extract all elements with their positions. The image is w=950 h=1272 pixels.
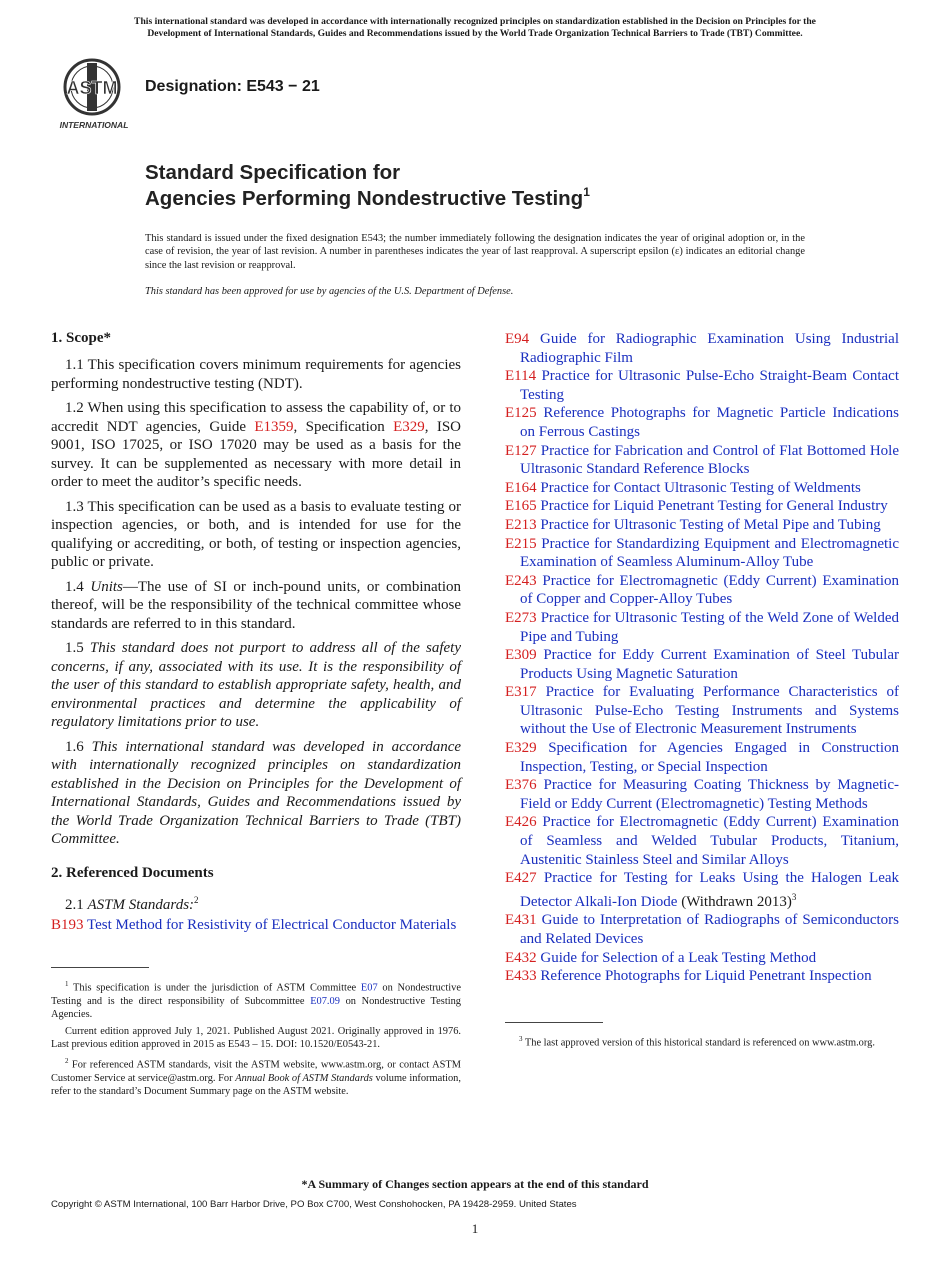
reference-code-link[interactable]: E309	[505, 647, 537, 664]
left-reference-list	[51, 916, 461, 935]
footnote-3-text: The last approved version of this historical standard is referenced on www.astm.org.	[524, 1037, 875, 1049]
reference-item	[51, 916, 461, 935]
reference-title-link[interactable]: Practice for Contact Ultrasonic Testing of Weldments	[540, 479, 861, 496]
copyright: Copyright © ASTM International, 100 Barr Harbor Drive, PO Box C700, West Conshohocken, PA 19428-2959. United States	[51, 1199, 577, 1210]
reference-item	[505, 911, 899, 948]
footnote-1-mark: 1	[65, 979, 69, 988]
reference-title-link[interactable]: Practice for Electromagnetic (Eddy Current) Examination of Seamless and Welded Tubular Products, Titanium, Austenitic Stainless Steel and Similar Alloys	[520, 814, 899, 868]
reference-code-link[interactable]: E432	[505, 949, 537, 966]
footnote-1-text-b: on Nondestructive Testing and is the direct responsibility of Subcommittee	[51, 982, 461, 1007]
reference-title-link[interactable]: Guide to Interpretation of Radiographs of Semiconductors and Related Devices	[520, 912, 900, 947]
footnote-1-text-a: This specification is under the jurisdiction of ASTM Committee	[73, 982, 361, 994]
summary-of-changes-note: *A Summary of Changes section appears at the end of this standard	[301, 1177, 649, 1191]
reference-item	[505, 967, 899, 986]
reference-title-link[interactable]: Practice for Measuring Coating Thickness by Magnetic-Field or Eddy Current (Electromagnetic) Testing Methods	[520, 777, 899, 812]
title-line-2	[145, 186, 590, 212]
reference-title-link[interactable]: Test Method for Resistivity of Electrical Conductor Materials	[87, 917, 457, 933]
reference-code-link[interactable]: E273	[505, 609, 537, 626]
reference-title-link[interactable]: Reference Photographs for Magnetic Particle Indications on Ferrous Castings	[520, 405, 899, 440]
reference-code-link[interactable]: E164	[505, 479, 537, 496]
reference-item	[505, 869, 899, 911]
reference-code-link[interactable]: E426	[505, 814, 537, 831]
footnote-rule-left	[51, 967, 149, 968]
astm-logo	[54, 57, 134, 133]
para-1-1: 1.1 This specification covers minimum requirements for agencies performing nondestructive testing (NDT).	[51, 357, 461, 392]
reference-item	[505, 330, 899, 367]
tbt-notice	[50, 16, 900, 40]
footnote-3	[505, 1033, 899, 1050]
reference-title-link[interactable]: Practice for Electromagnetic (Eddy Current) Examination of Copper and Copper-Alloy Tubes	[520, 572, 899, 608]
para-2-1	[51, 891, 461, 915]
link-e329[interactable]: E329	[393, 418, 425, 435]
footnote-3-mark: 3	[519, 1034, 523, 1043]
reference-item	[505, 683, 899, 739]
reference-code-link[interactable]: E433	[505, 968, 537, 985]
logo-text-top: ASTM	[66, 78, 118, 98]
link-e07-09[interactable]: E07.09	[310, 995, 340, 1007]
footnote-1-edition: Current edition approved July 1, 2021. Published August 2021. Originally approved in 1976. Last previous edition approved in 2015 as E543 – 15. DOI: 10.1520/E0543-21.	[51, 1025, 461, 1051]
reference-code-link[interactable]: E329	[505, 740, 537, 757]
page-number: 1	[471, 1221, 479, 1236]
tbt-notice-line-2: Development of International Standards, Guides and Recommendations issued by the World Trade Organization Technical Barriers to Trade (TBT) Committee.	[147, 28, 803, 39]
para-1-6	[51, 738, 461, 849]
reference-code-link[interactable]: E94	[505, 331, 530, 347]
para-1-4	[51, 578, 461, 634]
reference-code-link[interactable]: E317	[505, 684, 537, 701]
reference-title-link[interactable]: Specification for Agencies Engaged in Construction Inspection, Testing, or Special Inspection	[520, 740, 899, 775]
para-1-3: 1.3 This specification can be used as a basis to evaluate testing or inspection agencies, or both, and is intended for use for the qualifying or accrediting, or both, of testing or inspection agencies, public or private.	[51, 498, 461, 570]
para-1-5	[51, 639, 461, 732]
reference-suffix: (Withdrawn 2013)	[677, 893, 792, 910]
issued-statement: This standard is issued under the fixed designation E543; the number immediately following the designation indicates the year of original adoption or, in the case of revision, the year of last revision. A number in parentheses indicates the year of last reapproval. A superscript epsilon (ε) indicates an editorial change since the last revision or reapproval.	[145, 233, 805, 271]
reference-item	[505, 813, 899, 869]
footnote-2-text-b: volume information, refer to the standard’s Document Summary page on the ASTM website.	[51, 1072, 461, 1098]
tbt-notice-line-1: This international standard was developed in accordance with internationally recognized principles on standardization established in the Decision on Principles for the	[134, 16, 816, 27]
para-2-1-italic: ASTM Standards:	[87, 896, 195, 913]
reference-title-link[interactable]: Guide for Selection of a Leak Testing Method	[540, 949, 817, 966]
reference-code-link[interactable]: E165	[505, 498, 537, 515]
reference-code-link[interactable]: B193	[51, 917, 84, 933]
para-2-1-sup: 2	[194, 894, 199, 905]
para-1-5-italic: This standard does not purport to address all of the safety concerns, if any, associated with its use. It is the responsibility of the user of this standard to establish appropriate safety, health, and environmental practices and determine the applicability of regulatory limitations prior to use.	[51, 640, 462, 730]
reference-item	[505, 609, 899, 646]
footnote-rule-right	[505, 1022, 603, 1023]
reference-footnote-mark: 3	[791, 891, 797, 902]
para-1-6-italic: This international standard was developed in accordance with internationally recognized principles on standardization established in the Decision on Principles for the Development of International Standards, Guides and Recommendations issued by the World Trade Organization Technical Barriers to Trade (TBT) Committee.	[51, 738, 462, 847]
link-e07[interactable]: E07	[360, 982, 378, 994]
reference-item	[505, 776, 899, 813]
reference-title-link[interactable]: Practice for Fabrication and Control of Flat Bottomed Hole Ultrasonic Standard Reference Blocks	[520, 442, 899, 478]
reference-item	[505, 949, 899, 968]
left-column	[51, 328, 461, 1102]
footnote-2-text-a: For referenced ASTM standards, visit the ASTM website, www.astm.org, or contact ASTM Customer Service at service@astm.org. For	[51, 1059, 461, 1084]
title-footnote-mark: 1	[583, 185, 590, 199]
para-1-2-text-c: , ISO 9001, ISO 17025, or ISO 17020 may be used as a basis for the survey. It can be supplemented as necessary with more detail in order to meet the auditor’s specific needs.	[51, 418, 462, 490]
para-1-4-num: 1.4	[65, 578, 91, 595]
reference-title-link[interactable]: Practice for Eddy Current Examination of Steel Tubular Products Using Magnetic Saturation	[520, 647, 899, 682]
para-1-5-num: 1.5	[65, 640, 90, 656]
dod-approval: This standard has been approved for use by agencies of the U.S. Department of Defense.	[145, 286, 514, 297]
referenced-heading: 2. Referenced Documents	[51, 864, 214, 881]
reference-code-link[interactable]: E114	[505, 368, 537, 385]
footnote-2-mark: 2	[65, 1056, 69, 1065]
footnote-2-italic: Annual Book of ASTM Standards	[235, 1072, 373, 1084]
footnote-1-text-c: on Nondestructive Testing Agencies.	[51, 995, 461, 1021]
logo-text-bottom: INTERNATIONAL	[59, 120, 129, 130]
reference-code-link[interactable]: E431	[505, 912, 537, 929]
reference-title-link[interactable]: Practice for Liquid Penetrant Testing for General Industry	[540, 498, 888, 515]
document-title	[145, 160, 590, 212]
reference-title-link[interactable]: Practice for Ultrasonic Pulse-Echo Straight-Beam Contact Testing	[520, 368, 899, 403]
para-1-4-rest: —The use of SI or inch-pound units, or combination thereof, will be the responsibility of the technical committee whose standards are referred to in this standard.	[51, 578, 462, 632]
reference-item	[505, 535, 899, 572]
reference-item	[505, 479, 899, 498]
para-1-2-text-b: , Specification	[293, 418, 394, 435]
title-line-2-text: Agencies Performing Nondestructive Testing	[145, 187, 584, 210]
para-1-6-num: 1.6	[65, 738, 92, 755]
astm-logo-icon	[54, 57, 134, 133]
scope-heading: 1. Scope*	[51, 330, 111, 346]
para-1-2	[51, 399, 461, 492]
reference-item	[505, 367, 899, 404]
title-line-1: Standard Specification for	[145, 161, 401, 184]
para-1-2-text-a: 1.2 When using this specification to assess the capability of, or to accredit NDT agencies, Guide	[51, 400, 461, 435]
reference-title-link[interactable]: Practice for Ultrasonic Testing of Metal Pipe and Tubing	[540, 516, 881, 533]
reference-code-link[interactable]: E125	[505, 405, 537, 422]
para-2-1-num: 2.1	[65, 896, 88, 913]
reference-code-link[interactable]: E243	[505, 572, 537, 589]
reference-title-link[interactable]: Guide for Radiographic Examination Using Industrial Radiographic Film	[520, 331, 900, 366]
reference-item	[505, 442, 899, 479]
right-column	[505, 330, 899, 1053]
reference-code-link[interactable]: E427	[505, 870, 537, 887]
designation: Designation: E543 − 21	[145, 78, 320, 95]
link-e1359[interactable]: E1359	[254, 418, 294, 435]
para-1-4-italic: Units	[90, 578, 123, 595]
reference-item	[505, 572, 899, 609]
reference-code-link[interactable]: E215	[505, 535, 537, 552]
reference-item	[505, 497, 899, 516]
reference-item	[505, 404, 899, 441]
reference-code-link[interactable]: E127	[505, 442, 537, 459]
reference-title-link[interactable]: Practice for Standardizing Equipment and Electromagnetic Examination of Seamless Aluminum-Alloy Tube	[520, 535, 899, 571]
reference-title-link[interactable]: Practice for Testing for Leaks Using the Halogen Leak Detector Alkali-Ion Diode	[520, 870, 900, 910]
reference-title-link[interactable]: Reference Photographs for Liquid Penetrant Inspection	[540, 968, 872, 985]
footnote-2	[51, 1055, 461, 1099]
footnote-1	[51, 978, 461, 1022]
reference-title-link[interactable]: Practice for Ultrasonic Testing of the Weld Zone of Welded Pipe and Tubing	[520, 609, 900, 645]
right-reference-list	[505, 330, 899, 986]
reference-code-link[interactable]: E213	[505, 516, 537, 533]
reference-title-link[interactable]: Practice for Evaluating Performance Characteristics of Ultrasonic Pulse-Echo Testing Instruments and Systems without the Use of Electronic Measurement Instruments	[520, 684, 899, 738]
reference-item	[505, 516, 899, 535]
reference-item	[505, 739, 899, 776]
reference-item	[505, 646, 899, 683]
reference-code-link[interactable]: E376	[505, 777, 537, 794]
